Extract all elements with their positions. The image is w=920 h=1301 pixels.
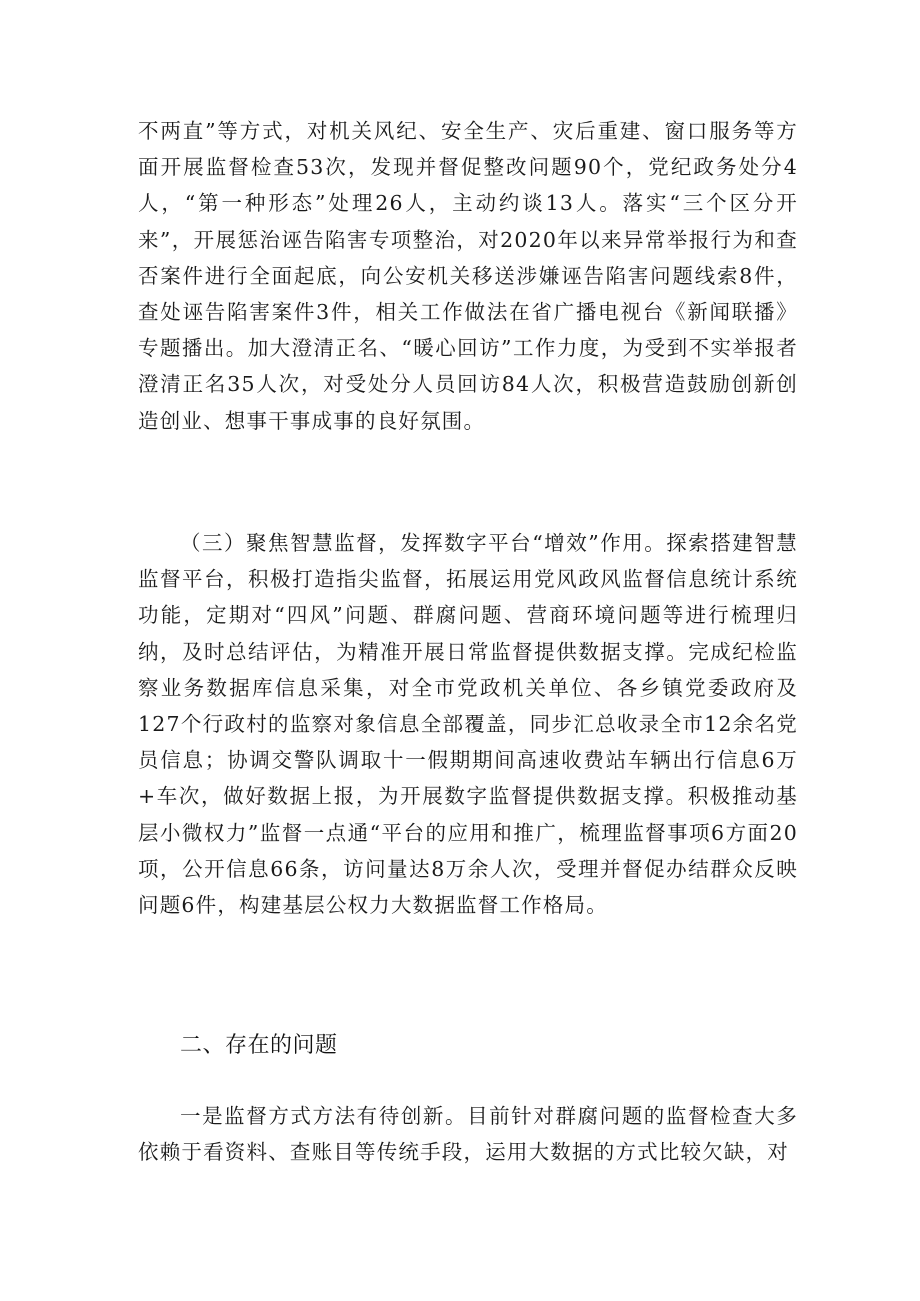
- body-paragraph-problem-one: 一是监督方式方法有待创新。目前针对群腐问题的监督检查大多依赖于看资料、查账目等传统手段，运用大数据的方式比较欠缺，对: [138, 1104, 798, 1165]
- section-heading-existing-problems: 二、存在的问题: [180, 1033, 338, 1058]
- body-paragraph-supervision-results: 不两直”等方式，对机关风纪、安全生产、灾后重建、窗口服务等方面开展监督检查53次，发现并督促整改问题90个，党纪政务处分4人，“第一种形态”处理26人，主动约谈13人。落实“三个区分开来”，开展惩治诬告陷害专项整治，对2020年以来异常举报行为和查否案件进行全面起底，向公安机关移送涉嫌诬告陷害问题线索8件，查处诬告陷害案件3件，相关工作做法在省广播电视台《新闻联播》专题播出。加大澄清正名、“暖心回访”工作力度，为受到不实举报者澄清正名35人次，对受处分人员回访84人次，积极营造鼓励创新创造创业、想事干事成事的良好氛围。: [138, 119, 798, 433]
- body-paragraph-smart-supervision: （三）聚焦智慧监督，发挥数字平台“增效”作用。探索搭建智慧监督平台，积极打造指尖监督，拓展运用党风政风监督信息统计系统功能，定期对“四风”问题、群腐问题、营商环境问题等进行梳理归纳，及时总结评估，为精准开展日常监督提供数据支撑。完成纪检监察业务数据库信息采集，对全市党政机关单位、各乡镇党委政府及127个行政村的监察对象信息全部覆盖，同步汇总收录全市12余名党员信息；协调交警队调取十一假期期间高速收费站车辆出行信息6万+车次，做好数据上报，为开展数字监督提供数据支撑。积极推动基层小微权力”监督一点通“平台的应用和推广，梳理监督事项6方面20项，公开信息66条，访问量达8万余人次，受理并督促办结群众反映问题6件，构建基层公权力大数据监督工作格局。: [138, 531, 798, 918]
